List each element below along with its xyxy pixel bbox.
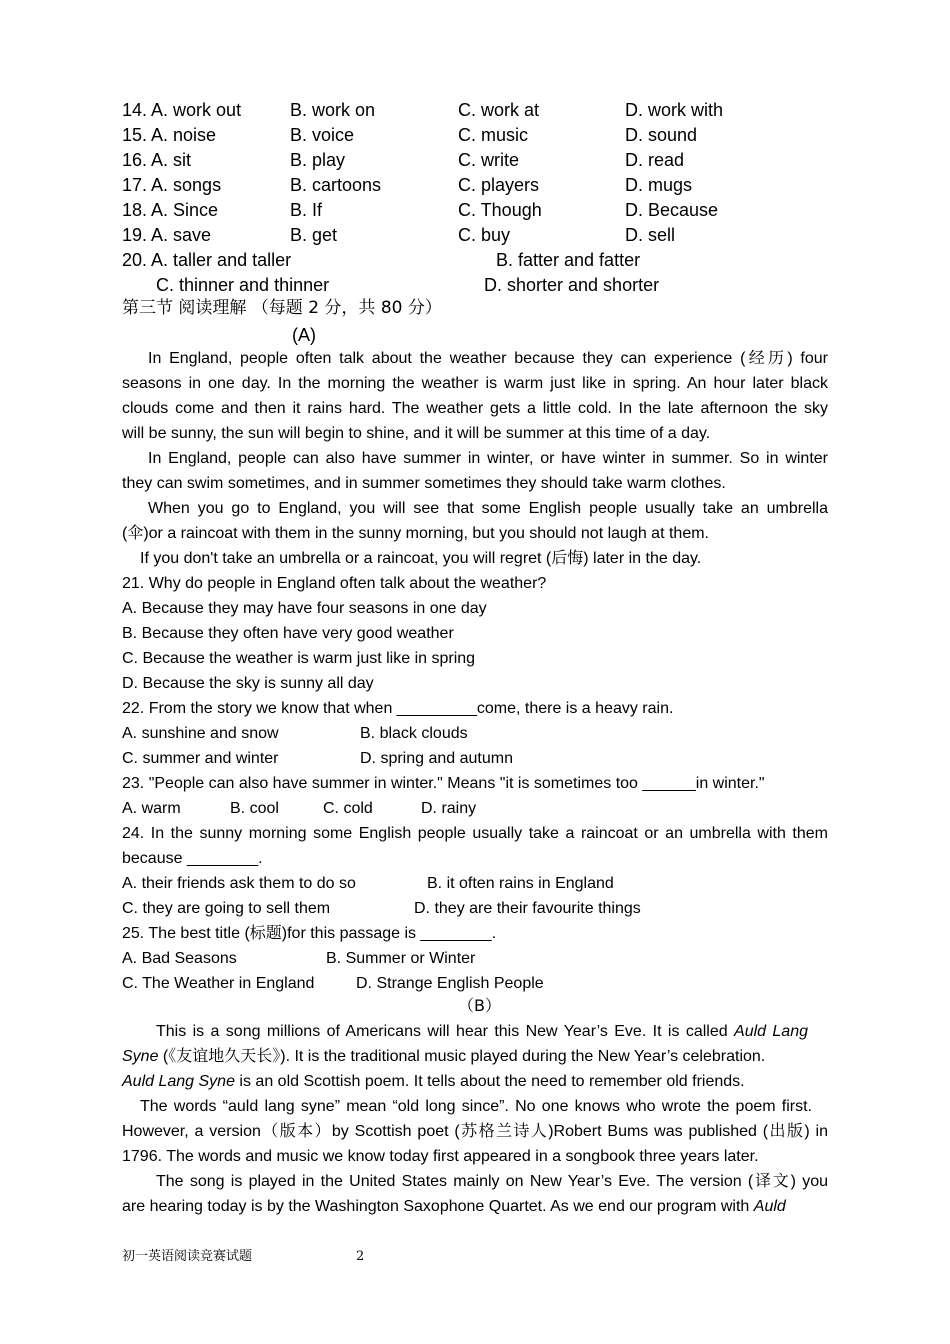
option-b: B. get bbox=[290, 225, 338, 245]
passage-line: The song is played in the United States mainly on New Year’s Eve. The version (译文) you bbox=[156, 1173, 828, 1190]
choice: D. Because the sky is sunny all day bbox=[122, 675, 374, 692]
passage-line: In England, people can also have summer in winter, or have winter in summer. So in winter bbox=[148, 450, 828, 467]
question-22: 22. From the story we know that when _________come, there is a heavy rain. bbox=[122, 700, 674, 717]
song-title: Auld Lang Syne bbox=[122, 1073, 235, 1090]
question-24: 24. In the sunny morning some English people usually take a raincoat or an umbrella with them bbox=[122, 825, 828, 842]
passage-line: (伞)or a raincoat with them in the sunny morning, but you should not laugh at them. bbox=[122, 525, 709, 542]
song-title: Auld Lang bbox=[734, 1023, 809, 1040]
option-c: C. Though bbox=[458, 200, 542, 220]
question-21: 21. Why do people in England often talk about the weather? bbox=[122, 575, 547, 592]
passage-line: clouds come and then it rains hard. The weather gets a little cold. In the late afternoon the sky bbox=[122, 400, 828, 417]
song-title: Auld bbox=[753, 1198, 786, 1215]
passage-line: The words “auld lang syne” mean “old long since”. No one knows who wrote the poem first. bbox=[140, 1098, 812, 1115]
passage-line bbox=[122, 1049, 765, 1065]
passage-a-label: (A) bbox=[292, 325, 316, 345]
option-c: C. work at bbox=[458, 100, 540, 120]
passage-line: 1796. The words and music we know today first appeared in a songbook three years later. bbox=[122, 1148, 759, 1165]
passage-text: This is a song millions of Americans will hear this New Year’s Eve. It is called bbox=[156, 1023, 735, 1040]
option-c: C. buy bbox=[458, 225, 511, 245]
option-d: D. read bbox=[625, 150, 685, 170]
choice: D. spring and autumn bbox=[360, 750, 513, 767]
choice: C. they are going to sell them bbox=[122, 900, 331, 917]
choice: B. it often rains in England bbox=[427, 875, 614, 892]
choice: C. The Weather in England bbox=[122, 975, 315, 992]
passage-line bbox=[122, 1074, 745, 1090]
option-a: 15. A. noise bbox=[122, 125, 217, 145]
choice: A. sunshine and snow bbox=[122, 725, 279, 742]
choice: C. Because the weather is warm just like in spring bbox=[122, 650, 476, 667]
option-b: B. work on bbox=[290, 100, 376, 120]
option-c: C. write bbox=[458, 150, 520, 170]
choice: D. they are their favourite things bbox=[414, 900, 641, 917]
option-c: C. players bbox=[458, 175, 540, 195]
choice: B. black clouds bbox=[360, 725, 468, 742]
passage-line: When you go to England, you will see that some English people usually take an umbrella bbox=[148, 500, 828, 517]
song-title: Syne bbox=[122, 1048, 159, 1065]
option-d: D. Because bbox=[625, 200, 719, 220]
passage-text: are hearing today is by the Washington Saxophone Quartet. As we end our program with bbox=[122, 1198, 754, 1215]
choice: D. Strange English People bbox=[356, 975, 544, 992]
question-25: 25. The best title (标题)for this passage is ________. bbox=[122, 925, 497, 942]
question-23: 23. "People can also have summer in winter." Means "it is sometimes too ______in winter." bbox=[122, 775, 765, 792]
passage-line: In England, people often talk about the weather because they can experience (经历) four bbox=[148, 350, 828, 367]
passage-line: seasons in one day. In the morning the weather is warm just like in spring. An hour later black bbox=[122, 375, 828, 392]
option-d: D. shorter and shorter bbox=[484, 275, 660, 295]
option-c: C. music bbox=[458, 125, 529, 145]
passage-text: (《友谊地久天长》). It is the traditional music played during the New Year’s celebration. bbox=[158, 1048, 766, 1065]
choice: A. warm bbox=[122, 800, 181, 817]
passage-line: If you don't take an umbrella or a raincoat, you will regret (后悔) later in the day. bbox=[140, 550, 702, 567]
choice: B. cool bbox=[230, 800, 279, 817]
option-d: D. sell bbox=[625, 225, 676, 245]
page-number: 2 bbox=[356, 1249, 365, 1264]
choice: C. summer and winter bbox=[122, 750, 279, 767]
option-a: 17. A. songs bbox=[122, 175, 222, 195]
choice: B. Summer or Winter bbox=[326, 950, 476, 967]
section-title: 第三节 阅读理解 （每题 2 分，共 80 分） bbox=[122, 298, 442, 318]
passage-line: However, a version（版本）by Scottish poet (苏格兰诗人)Robert Bums was published (出版) in bbox=[122, 1123, 828, 1140]
option-b: B. If bbox=[290, 200, 323, 220]
passage-text: is an old Scottish poem. It tells about the need to remember old friends. bbox=[234, 1073, 745, 1090]
passage-line bbox=[122, 1199, 786, 1215]
choice: B. Because they often have very good weather bbox=[122, 625, 454, 642]
footer-title: 初一英语阅读竞赛试题 bbox=[122, 1249, 253, 1264]
passage-b-label: （B） bbox=[458, 996, 501, 1015]
option-b: B. play bbox=[290, 150, 346, 170]
option-d: D. sound bbox=[625, 125, 698, 145]
option-a: 14. A. work out bbox=[122, 100, 242, 120]
choice: C. cold bbox=[323, 800, 373, 817]
option-a: 18. A. Since bbox=[122, 200, 219, 220]
option-b: B. cartoons bbox=[290, 175, 382, 195]
passage-line bbox=[156, 1024, 808, 1040]
option-d: D. work with bbox=[625, 100, 724, 120]
option-d: D. mugs bbox=[625, 175, 693, 195]
option-b: B. voice bbox=[290, 125, 355, 145]
choice: A. Bad Seasons bbox=[122, 950, 237, 967]
option-a: 20. A. taller and taller bbox=[122, 250, 292, 270]
choice: A. their friends ask them to do so bbox=[122, 875, 356, 892]
option-c: C. thinner and thinner bbox=[156, 275, 330, 295]
option-a: 16. A. sit bbox=[122, 150, 192, 170]
option-a: 19. A. save bbox=[122, 225, 212, 245]
option-b: B. fatter and fatter bbox=[496, 250, 641, 270]
passage-line: they can swim sometimes, and in summer sometimes they should take warm clothes. bbox=[122, 475, 726, 492]
passage-line: will be sunny, the sun will begin to shine, and it will be summer at this time of a day. bbox=[122, 425, 711, 442]
question-24-cont: because ________. bbox=[122, 850, 263, 867]
choice: A. Because they may have four seasons in one day bbox=[122, 600, 487, 617]
choice: D. rainy bbox=[421, 800, 477, 817]
